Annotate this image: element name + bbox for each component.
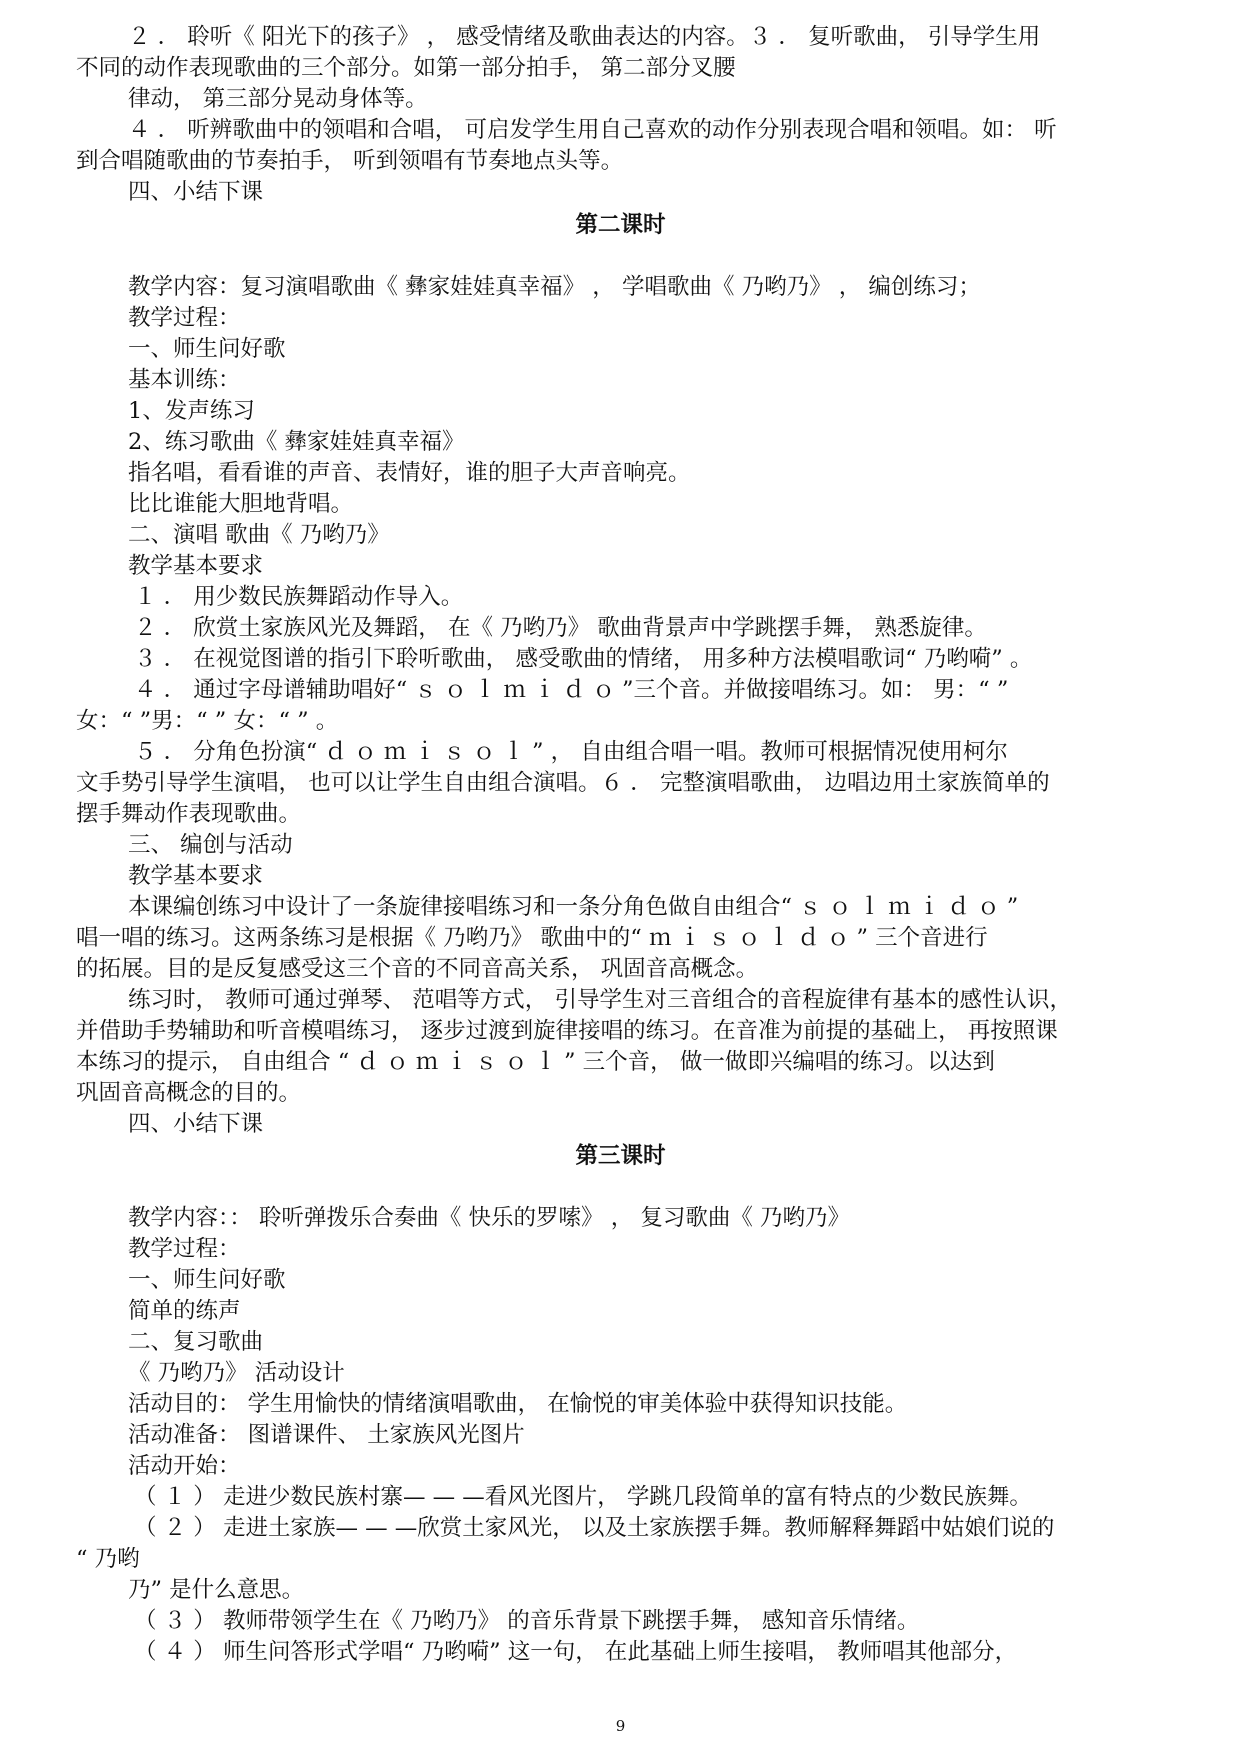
paragraph-line: 三、 编创与活动 <box>128 832 293 858</box>
section-heading: 第二课时 <box>575 212 666 238</box>
paragraph-line: 本练习的提示， 自由组合 “ ｄ ｏ ｍ ｉ ｓ ｏ ｌ ” 三个音， 做一做即兴编唱的练习。以达到 <box>76 1049 995 1075</box>
paragraph-line: 比比谁能大胆地背唱。 <box>128 491 354 517</box>
paragraph-line: 2、练习歌曲《 彝家娃娃真幸福》 <box>128 429 465 455</box>
paragraph-line: 女：“ ”男：“ ” 女：“ ” 。 <box>76 708 339 734</box>
paragraph-line: “ 乃哟 <box>76 1546 140 1572</box>
paragraph-line: （ ４ ） 师生问答形式学唱“ 乃哟嗬” 这一句， 在此基础上师生接唱， 教师唱其他部分， <box>134 1639 1018 1665</box>
paragraph-line: ５ ． 分角色扮演“ ｄ ｏ ｍ ｉ ｓ ｏ ｌ ” ， 自由组合唱一唱。教师可根据情况使用柯尔 <box>134 739 1008 765</box>
paragraph-line: 巩固音高概念的目的。 <box>76 1080 302 1106</box>
paragraph-line: ２ ． 欣赏土家族风光及舞蹈， 在《 乃哟乃》 歌曲背景声中学跳摆手舞， 熟悉旋律。 <box>134 615 987 641</box>
paragraph-line: 简单的练声 <box>128 1298 241 1324</box>
paragraph-line: 并借助手势辅助和听音模唱练习， 逐步过渡到旋律接唱的练习。在音准为前提的基础上， 再按照课 <box>76 1018 1058 1044</box>
paragraph-line: 活动目的： 学生用愉快的情绪演唱歌曲， 在愉悦的审美体验中获得知识技能。 <box>128 1391 908 1417</box>
paragraph-line: 四、小结下课 <box>128 179 264 205</box>
paragraph-line: １ ． 用少数民族舞蹈动作导入。 <box>134 584 464 610</box>
paragraph-line: 文手势引导学生演唱， 也可以让学生自由组合演唱。６ ． 完整演唱歌曲， 边唱边用土家族简单的 <box>76 770 1050 796</box>
paragraph-line: ２ ． 聆听《 阳光下的孩子》 ， 感受情绪及歌曲表达的内容。３ ． 复听歌曲， 引导学生用 <box>128 24 1041 50</box>
paragraph-line: 不同的动作表现歌曲的三个部分。如第一部分拍手， 第二部分叉腰 <box>76 55 736 81</box>
paragraph-line: （ ２ ） 走进土家族— — —欣赏土家风光， 以及土家族摆手舞。教师解释舞蹈中姑娘们说的 <box>134 1515 1055 1541</box>
page-number: 9 <box>615 1717 626 1735</box>
paragraph-line: （ １ ） 走进少数民族村寨— — —看风光图片， 学跳几段简单的富有特点的少数民族舞。 <box>134 1484 1032 1510</box>
paragraph-line: 一、师生问好歌 <box>128 1267 286 1293</box>
paragraph-line: 指名唱，看看谁的声音、表情好，谁的胆子大声音响亮。 <box>128 460 691 486</box>
paragraph-line: 乃” 是什么意思。 <box>128 1577 305 1603</box>
paragraph-line: 教学基本要求 <box>128 863 264 889</box>
paragraph-line: 活动准备： 图谱课件、 土家族风光图片 <box>128 1422 525 1448</box>
paragraph-line: 教学过程： <box>128 1236 241 1262</box>
paragraph-line: ３ ． 在视觉图谱的指引下聆听歌曲， 感受歌曲的情绪， 用多种方法模唱歌词“ 乃哟嗬” 。 <box>134 646 1033 672</box>
paragraph-line: 的拓展。目的是反复感受这三个音的不同音高关系， 巩固音高概念。 <box>76 956 759 982</box>
paragraph-line: 基本训练： <box>128 367 241 393</box>
paragraph-line: 教学内容：： 聆听弹拨乐合奏曲《 快乐的罗嗦》 ， 复习歌曲《 乃哟乃》 <box>128 1205 851 1231</box>
paragraph-line: 到合唱随歌曲的节奏拍手， 听到领唱有节奏地点头等。 <box>76 148 624 174</box>
paragraph-line: 唱一唱的练习。这两条练习是根据《 乃哟乃》 歌曲中的“ ｍ ｉ ｓ ｏ ｌ ｄ ｏ ” 三个音进行 <box>76 925 988 951</box>
paragraph-line: 活动开始： <box>128 1453 241 1479</box>
paragraph-line: 二、演唱 歌曲《 乃哟乃》 <box>128 522 390 548</box>
paragraph-line: 1、发声练习 <box>128 398 255 424</box>
paragraph-line: 本课编创练习中设计了一条旋律接唱练习和一条分角色做自由组合“ ｓ ｏ ｌ ｍ ｉ ｄ ｏ ” <box>128 894 1019 920</box>
paragraph-line: ４ ． 听辨歌曲中的领唱和合唱， 可启发学生用自己喜欢的动作分别表现合唱和领唱。如： 听 <box>128 117 1057 143</box>
paragraph-line: 摆手舞动作表现歌曲。 <box>76 801 302 827</box>
paragraph-line: 四、小结下课 <box>128 1111 264 1137</box>
paragraph-line: 《 乃哟乃》 活动设计 <box>128 1360 345 1386</box>
paragraph-line: 律动， 第三部分晃动身体等。 <box>128 86 428 112</box>
paragraph-line: 二、复习歌曲 <box>128 1329 264 1355</box>
paragraph-line: ４ ． 通过字母谱辅助唱好“ ｓ ｏ ｌ ｍ ｉ ｄ ｏ ”三个音。并做接唱练习。如： 男：“ ” <box>134 677 1009 703</box>
paragraph-line: 教学过程： <box>128 305 241 331</box>
paragraph-line: 教学内容：复习演唱歌曲《 彝家娃娃真幸福》 ， 学唱歌曲《 乃哟乃》 ， 编创练习； <box>128 274 981 300</box>
section-heading: 第三课时 <box>575 1143 666 1169</box>
paragraph-line: 练习时， 教师可通过弹琴、 范唱等方式， 引导学生对三音组合的音程旋律有基本的感性认识， <box>128 987 1072 1013</box>
paragraph-line: 一、师生问好歌 <box>128 336 286 362</box>
paragraph-line: 教学基本要求 <box>128 553 264 579</box>
paragraph-line: （ ３ ） 教师带领学生在《 乃哟乃》 的音乐背景下跳摆手舞， 感知音乐情绪。 <box>134 1608 920 1634</box>
